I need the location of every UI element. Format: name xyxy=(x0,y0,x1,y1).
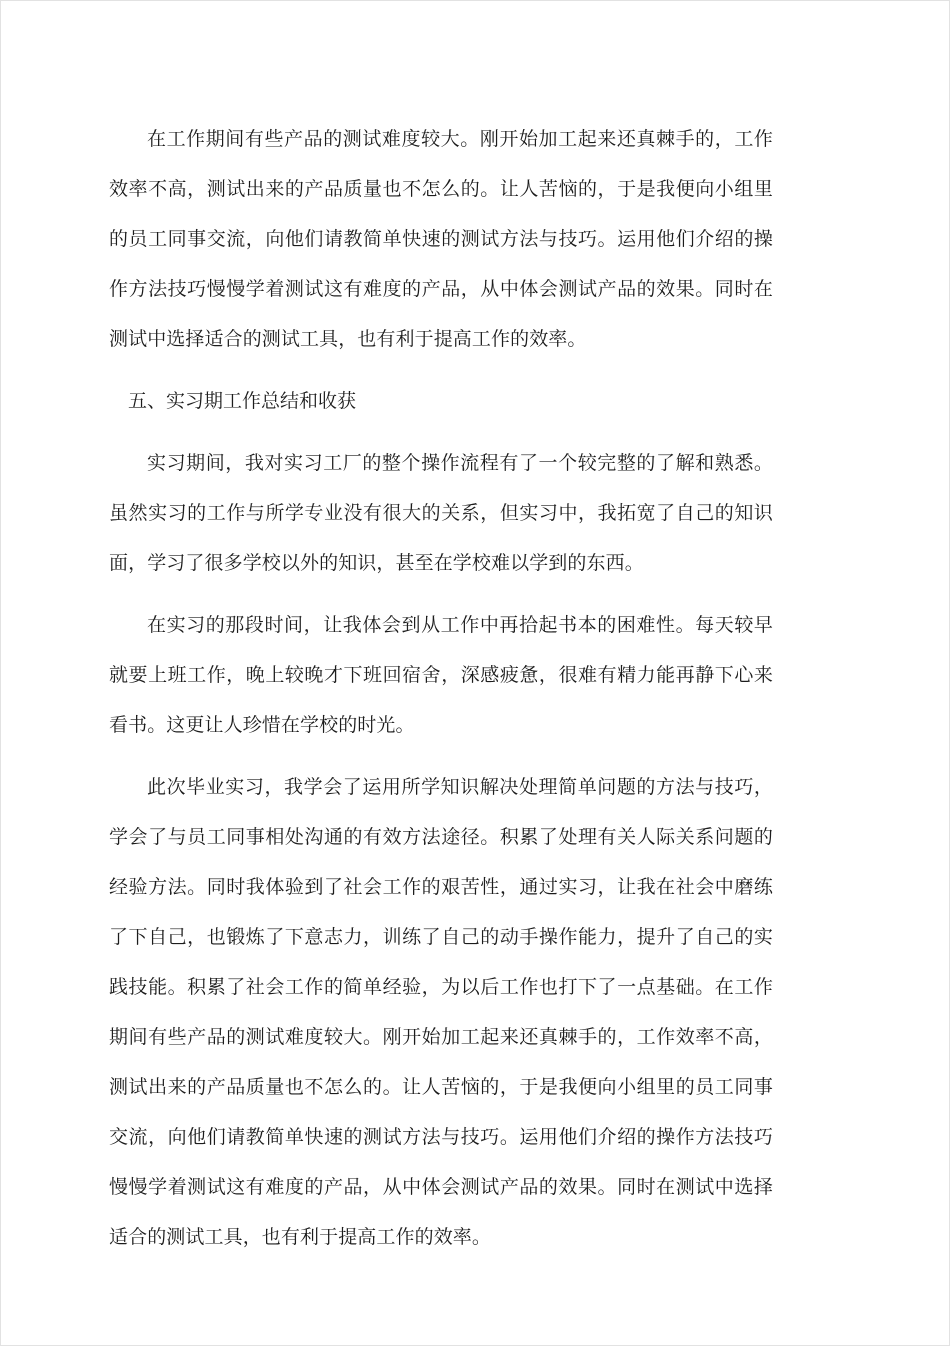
document-body xyxy=(109,114,773,1274)
paragraph-testing-difficulty: 在工作期间有些产品的测试难度较大。刚开始加工起来还真棘手的，工作效率不高，测试出来的产品质量也不怎么的。让人苦恼的，于是我便向小组里的员工同事交流，向他们请教简单快速的测试方法与技巧。运用他们介绍的操作方法技巧慢慢学着测试这有难度的产品，从中体会测试产品的效果。同时在测试中选择适合的测试工具，也有利于提高工作的效率。 xyxy=(109,128,773,350)
paragraph-graduation-internship: 此次毕业实习，我学会了运用所学知识解决处理简单问题的方法与技巧，学会了与员工同事相处沟通的有效方法途径。积累了处理有关人际关系问题的经验方法。同时我体验到了社会工作的艰苦性，通过实习，让我在社会中磨练了下自己，也锻炼了下意志力，训练了自己的动手操作能力，提升了自己的实践技能。积累了社会工作的简单经验，为以后工作也打下了一点基础。在工作期间有些产品的测试难度较大。刚开始加工起来还真棘手的，工作效率不高，测试出来的产品质量也不怎么的。让人苦恼的，于是我便向小组里的员工同事交流，向他们请教简单快速的测试方法与技巧。运用他们介绍的操作方法技巧慢慢学着测试这有难度的产品，从中体会测试产品的效果。同时在测试中选择适合的测试工具，也有利于提高工作的效率。 xyxy=(109,776,773,1248)
paragraph-internship-overview: 实习期间，我对实习工厂的整个操作流程有了一个较完整的了解和熟悉。虽然实习的工作与所学专业没有很大的关系，但实习中，我拓宽了自己的知识面，学习了很多学校以外的知识，甚至在学校难以学到的东西。 xyxy=(109,452,773,574)
section-heading-summary: 五、实习期工作总结和收获 xyxy=(128,390,357,412)
paragraph-study-difficulty: 在实习的那段时间，让我体会到从工作中再拾起书本的困难性。每天较早就要上班工作，晚上较晚才下班回宿舍，深感疲惫，很难有精力能再静下心来看书。这更让人珍惜在学校的时光。 xyxy=(109,614,773,736)
